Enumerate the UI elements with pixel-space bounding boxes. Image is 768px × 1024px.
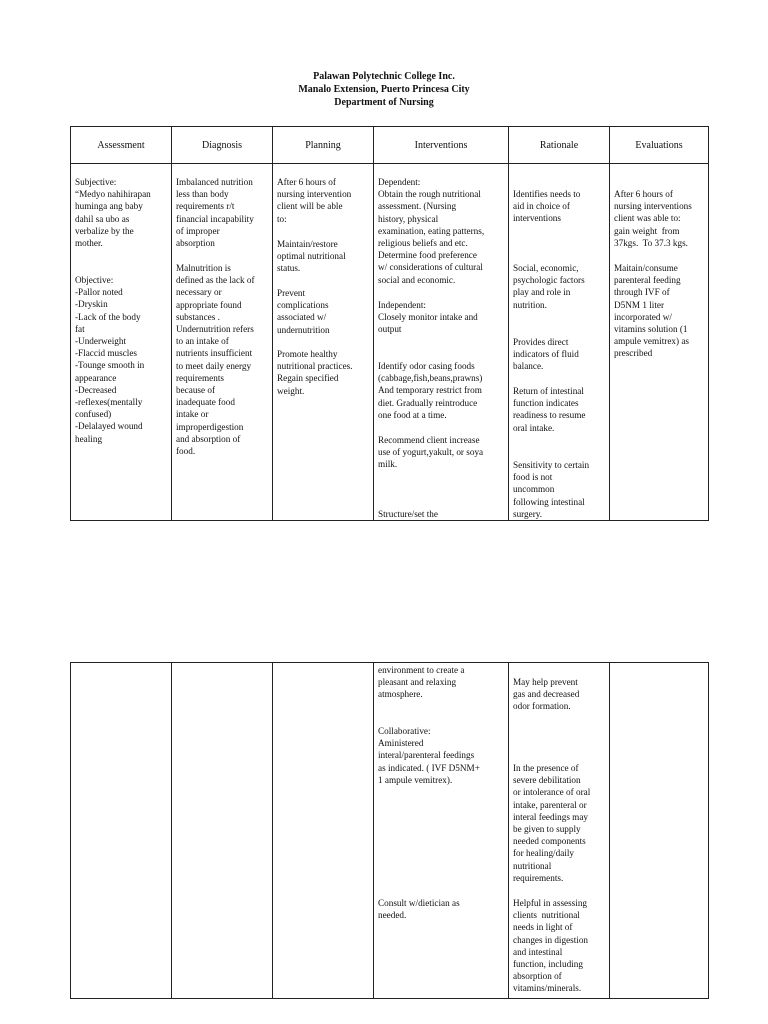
rationale-7: In the presence of severe debilitation or intolerance of oral intake, parenteral or interal feedings may be given to supply needed components for healing/daily nutritional requirements. — [513, 763, 591, 883]
nursing-diagnosis: Imbalanced nutrition less than body requirements r/t financial incapability of improper absorption — [176, 177, 254, 249]
column-header-diagnosis: Diagnosis — [172, 127, 273, 164]
planning-objective-1: Maintain/restore optimal nutritional status. — [277, 239, 346, 274]
care-plan-table-page-1 — [70, 126, 709, 521]
rationale-5: Sensitivity to certain food is not uncommon following intestinal surgery. — [513, 460, 590, 519]
rationale-8: Helpful in assessing clients nutritional needs in light of changes in digestion and intestinal function, including absorption of vitamins/minerals. — [513, 898, 589, 994]
column-header-rationale: Rationale — [509, 127, 610, 164]
assessment-cell — [71, 164, 172, 521]
rationale-cell-continued — [509, 663, 610, 999]
evaluation-weight: After 6 hours of nursing interventions client was able to: gain weight from 37kgs. To 37.3 kgs. — [614, 189, 692, 248]
interventions-cell — [374, 164, 509, 521]
intervention-environment: environment to create a pleasant and relaxing atmosphere. — [378, 665, 465, 700]
column-header-evaluations: Evaluations — [610, 127, 709, 164]
column-header-planning: Planning — [273, 127, 374, 164]
intervention-dependent: Dependent: Obtain the rough nutritional assessment. (Nursing history, physical examination, eating patterns, religious beliefs and etc. Determine food preference w/ considerations of cultural social and economic. — [378, 177, 485, 285]
objective-data: Objective: -Pallor noted -Dryskin -Lack of the body fat -Underweight -Flaccid muscles -Tounge smooth in appearance -Decreased -reflexes(mentally confused) -Delalayed wound healing — [75, 275, 145, 444]
subjective-data: Subjective: “Medyo nahihirapan huminga ang baby dahil sa ubo as verbalize by the mother. — [75, 177, 151, 249]
rationale-3: Provides direct indicators of fluid balance. — [513, 337, 579, 372]
intervention-odor-foods: Identify odor casing foods (cabbage,fish,beans,prawns) And temporary restrict from diet. Gradually reintroduce one food at a time. — [378, 361, 483, 420]
rationale-cell — [509, 164, 610, 521]
assessment-cell-continued — [71, 663, 172, 999]
evaluations-cell — [610, 164, 709, 521]
school-name: Palawan Polytechnic College Inc. — [313, 71, 455, 82]
column-header-assessment: Assessment — [71, 127, 172, 164]
diagnosis-cell — [172, 164, 273, 521]
intervention-independent: Independent: Closely monitor intake and output — [378, 300, 478, 335]
rationale-4: Return of intestinal function indicates readiness to resume oral intake. — [513, 386, 586, 433]
planning-goal: After 6 hours of nursing intervention client will be able to: — [277, 177, 352, 224]
column-header-interventions: Interventions — [374, 127, 509, 164]
diagnosis-definition: Malnutrition is defined as the lack of necessary or appropriate found substances . Undernutrition refers to an intake of nutrients insufficient to meet daily energy requirements because of inadequate food intake or improperdigestion and absorption of food. — [176, 263, 255, 457]
intervention-yogurt: Recommend client increase use of yogurt,yakult, or soya milk. — [378, 435, 484, 470]
department-name: Department of Nursing — [334, 97, 434, 108]
school-address: Manalo Extension, Puerto Princesa City — [298, 84, 470, 95]
planning-cell — [273, 164, 374, 521]
rationale-2: Social, economic, psychologic factors play and role in nutrition. — [513, 263, 585, 310]
evaluations-cell-continued — [610, 663, 709, 999]
interventions-cell-continued — [374, 663, 509, 999]
rationale-6: May help prevent gas and decreased odor formation. — [513, 677, 580, 712]
evaluation-feeding: Maitain/consume parenteral feeding through IVF of D5NM 1 liter incorporated w/ vitamins solution (1 ampule vemitrex) as prescribed — [614, 263, 690, 359]
planning-objective-2: Prevent complications associated w/ undernutrition — [277, 288, 330, 335]
intervention-collaborative: Collaborative: Aministered interal/parenteral feedings as indicated. ( IVF D5NM+ 1 ampule vemitrex). — [378, 726, 480, 785]
intervention-dietician: Consult w/dietician as needed. — [378, 898, 460, 921]
planning-objective-3: Promote healthy nutritional practices. Regain specified weight. — [277, 349, 353, 396]
care-plan-table-page-2 — [70, 662, 709, 999]
intervention-structure: Structure/set the — [378, 509, 438, 519]
document-header — [0, 70, 768, 109]
rationale-1: Identifies needs to aid in choice of interventions — [513, 189, 581, 224]
diagnosis-cell-continued — [172, 663, 273, 999]
planning-cell-continued — [273, 663, 374, 999]
